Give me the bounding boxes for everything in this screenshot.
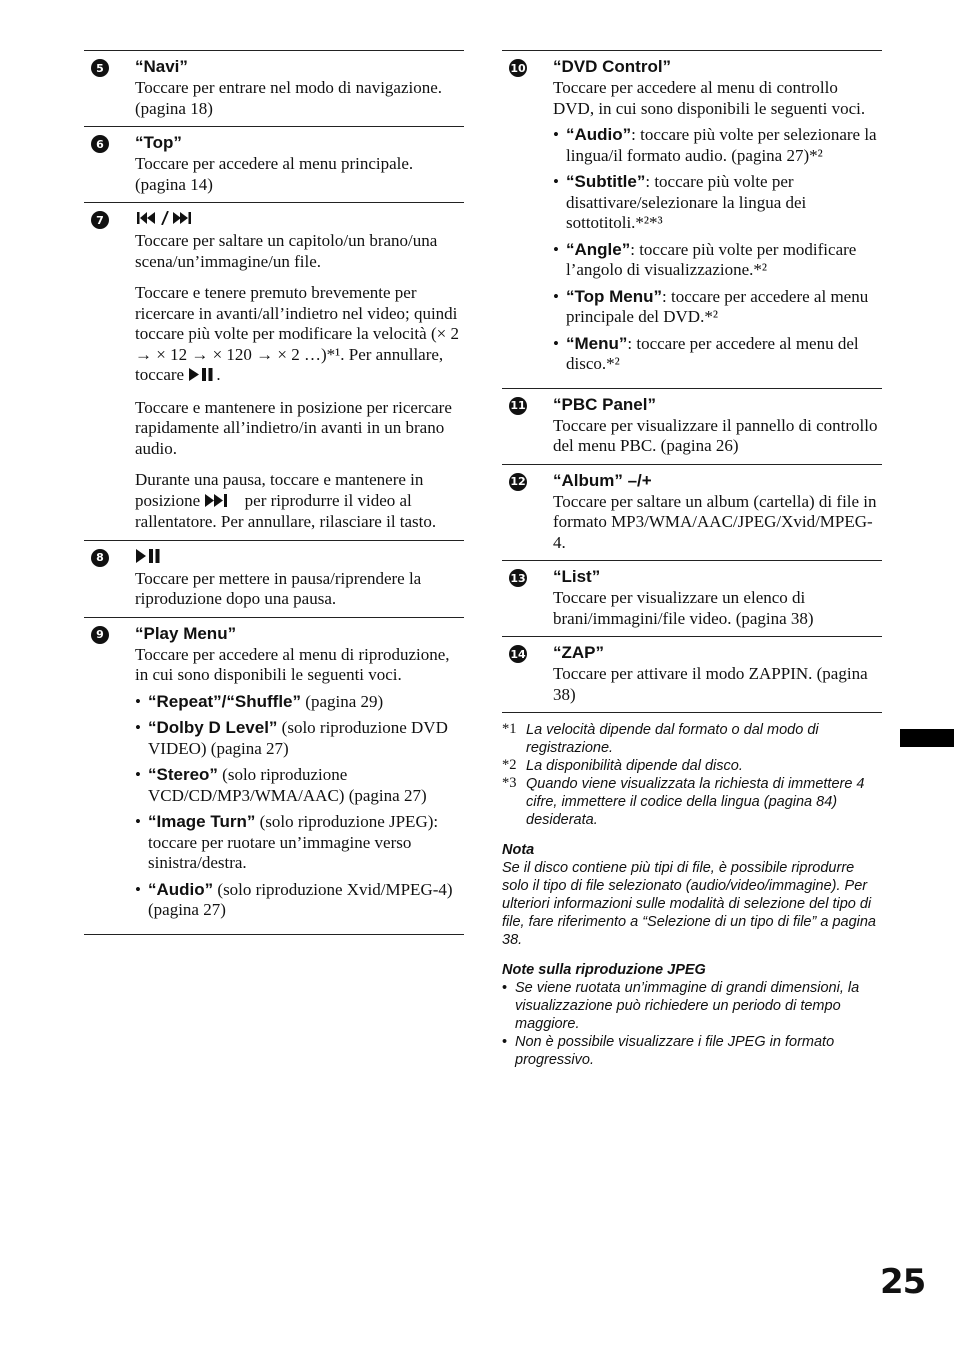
- entry-description: Toccare per accedere al menu di riproduzione, in cui sono disponibili le seguenti voci.: [135, 644, 450, 684]
- item-number: 8: [91, 549, 109, 567]
- section-tab-marker: [900, 729, 954, 747]
- entry-title: “PBC Panel”: [553, 394, 656, 414]
- list-item: • “Audio” (solo riproduzione Xvid/MPEG-4) (pagina 27): [135, 880, 464, 921]
- list-item: • “Repeat”/“Shuffle” (pagina 29): [135, 692, 464, 713]
- entry-description: Toccare per accedere al menu di controllo DVD, in cui sono disponibili le seguenti voci.: [553, 78, 866, 118]
- list-item: • “Audio”: toccare più volte per selezionare la lingua/il formato audio. (pagina 27)*²: [553, 125, 882, 166]
- entry-navi: [84, 50, 464, 126]
- list-item: • “Image Turn” (solo riproduzione JPEG): toccare per ruotare un’immagine verso sinistra/destra.: [135, 812, 464, 874]
- entry-zap: [502, 636, 882, 713]
- entry-description: Durante una pausa, toccare e mantenere in posizione per riprodurre il video al rallentatore. Per annullare, rilasciare il tasto.: [135, 470, 437, 531]
- list-item: • “Angle”: toccare più volte per modificare l’angolo di visualizzazione.*²: [553, 240, 882, 281]
- entry-title: “DVD Control”: [553, 57, 672, 76]
- item-number: 11: [509, 397, 527, 415]
- list-item: • “Stereo” (solo riproduzione VCD/CD/MP3/WMA/AAC) (pagina 27): [135, 765, 464, 806]
- entry-title: “Play Menu”: [135, 623, 237, 643]
- entry-description: Toccare e tenere premuto brevemente per ricercare in avanti/all’indietro nel video; quindi toccare più volte per modificare la velocità (× 2 → × 12 → × 120 → × 2 …)*¹. Per annullare, toccare .: [135, 283, 464, 387]
- entry-title: “Album” –/+: [553, 470, 652, 490]
- note-heading: Nota: [502, 842, 535, 858]
- page-number: 25: [880, 1262, 926, 1302]
- jpeg-notes-heading: Note sulla riproduzione JPEG: [502, 962, 706, 978]
- next-icon: [204, 492, 240, 513]
- entry-title: “ZAP”: [553, 643, 604, 662]
- jpeg-note-item: • Se viene ruotata un’immagine di grandi dimensioni, la visualizzazione può richiedere un periodo di tempo maggiore.: [502, 980, 860, 1032]
- entry-pbc-panel: [502, 388, 882, 464]
- footnotes: [502, 721, 882, 829]
- entry-description: Toccare per saltare un album (cartella) di file in formato MP3/WMA/AAC/JPEG/Xvid/MPEG-4.: [553, 491, 877, 552]
- list-item: • “Dolby D Level” (solo riproduzione DVD VIDEO) (pagina 27): [135, 718, 464, 759]
- entry-top: [84, 126, 464, 202]
- entry-play-menu: [84, 617, 464, 935]
- jpeg-note-item: • Non è possibile visualizzare i file JPEG in formato progressivo.: [502, 1034, 835, 1068]
- item-number: 14: [509, 645, 527, 663]
- item-number: 12: [509, 473, 527, 491]
- entry-list: [502, 560, 882, 636]
- item-number: 7: [91, 211, 109, 229]
- entry-description: Toccare per entrare nel modo di navigazione. (pagina 18): [135, 78, 443, 118]
- entry-title: [135, 546, 464, 569]
- list-item: • “Menu”: toccare per accedere al menu del disco.*²: [553, 334, 882, 375]
- play-pause-icon: [135, 547, 165, 569]
- prev-next-icon: [135, 209, 215, 231]
- entry-description: Toccare e mantenere in posizione per ricercare rapidamente all’indietro/in avanti in un brano audio.: [135, 397, 452, 458]
- item-number: 9: [91, 626, 109, 644]
- list-item: • “Subtitle”: toccare più volte per disattivare/selezionare la lingua dei sottotitoli.*²*³: [553, 172, 882, 234]
- footnote: *2 La disponibilità dipende dal disco.: [502, 757, 743, 774]
- entry-title: “List”: [553, 567, 601, 586]
- entry-title: “Top”: [135, 133, 182, 152]
- entry-description: Toccare per mettere in pausa/riprendere la riproduzione dopo una pausa.: [135, 568, 422, 608]
- entry-album: [502, 464, 882, 561]
- entry-dvd-control: [502, 50, 882, 388]
- entry-prev-next: [84, 202, 464, 540]
- option-list: [135, 692, 464, 921]
- item-number: 10: [509, 59, 527, 77]
- entry-description: Toccare per accedere al menu principale. (pagina 14): [135, 154, 414, 194]
- entry-title: “Navi”: [135, 57, 188, 76]
- entry-title: [135, 208, 464, 231]
- play-pause-icon: [188, 366, 216, 387]
- entry-description: Toccare per visualizzare il pannello di controllo del menu PBC. (pagina 26): [553, 415, 878, 455]
- footnote: *1 La velocità dipende dal formato o dal modo di registrazione.: [502, 721, 819, 756]
- item-number: 13: [509, 569, 527, 587]
- right-column: [502, 50, 882, 1069]
- note-text: Se il disco contiene più tipi di file, è possibile riprodurre solo il tipo di file selezionato (audio/video/immagine). Per ulteriori informazioni sulle modalità di selezione del tipo di file, fare riferimento a “Selezione di un tipo di file” a pagina 38.: [502, 860, 876, 948]
- item-number: 6: [91, 135, 109, 153]
- entry-description: Toccare per visualizzare un elenco di brani/immagini/file video. (pagina 38): [553, 588, 814, 628]
- entry-description: Toccare per saltare un capitolo/un brano/una scena/un’immagine/un file.: [135, 231, 438, 271]
- footnote: *3 Quando viene visualizzata la richiesta di immettere 4 cifre, immettere il codice della lingua (pagina 84) desiderata.: [502, 775, 865, 828]
- option-list: [553, 125, 882, 375]
- list-item: • “Top Menu”: toccare per accedere al menu principale del DVD.*²: [553, 287, 882, 328]
- entry-play-pause: [84, 540, 464, 617]
- entry-description: Toccare per attivare il modo ZAPPIN. (pagina 38): [553, 664, 868, 704]
- left-column: [84, 50, 464, 935]
- item-number: 5: [91, 59, 109, 77]
